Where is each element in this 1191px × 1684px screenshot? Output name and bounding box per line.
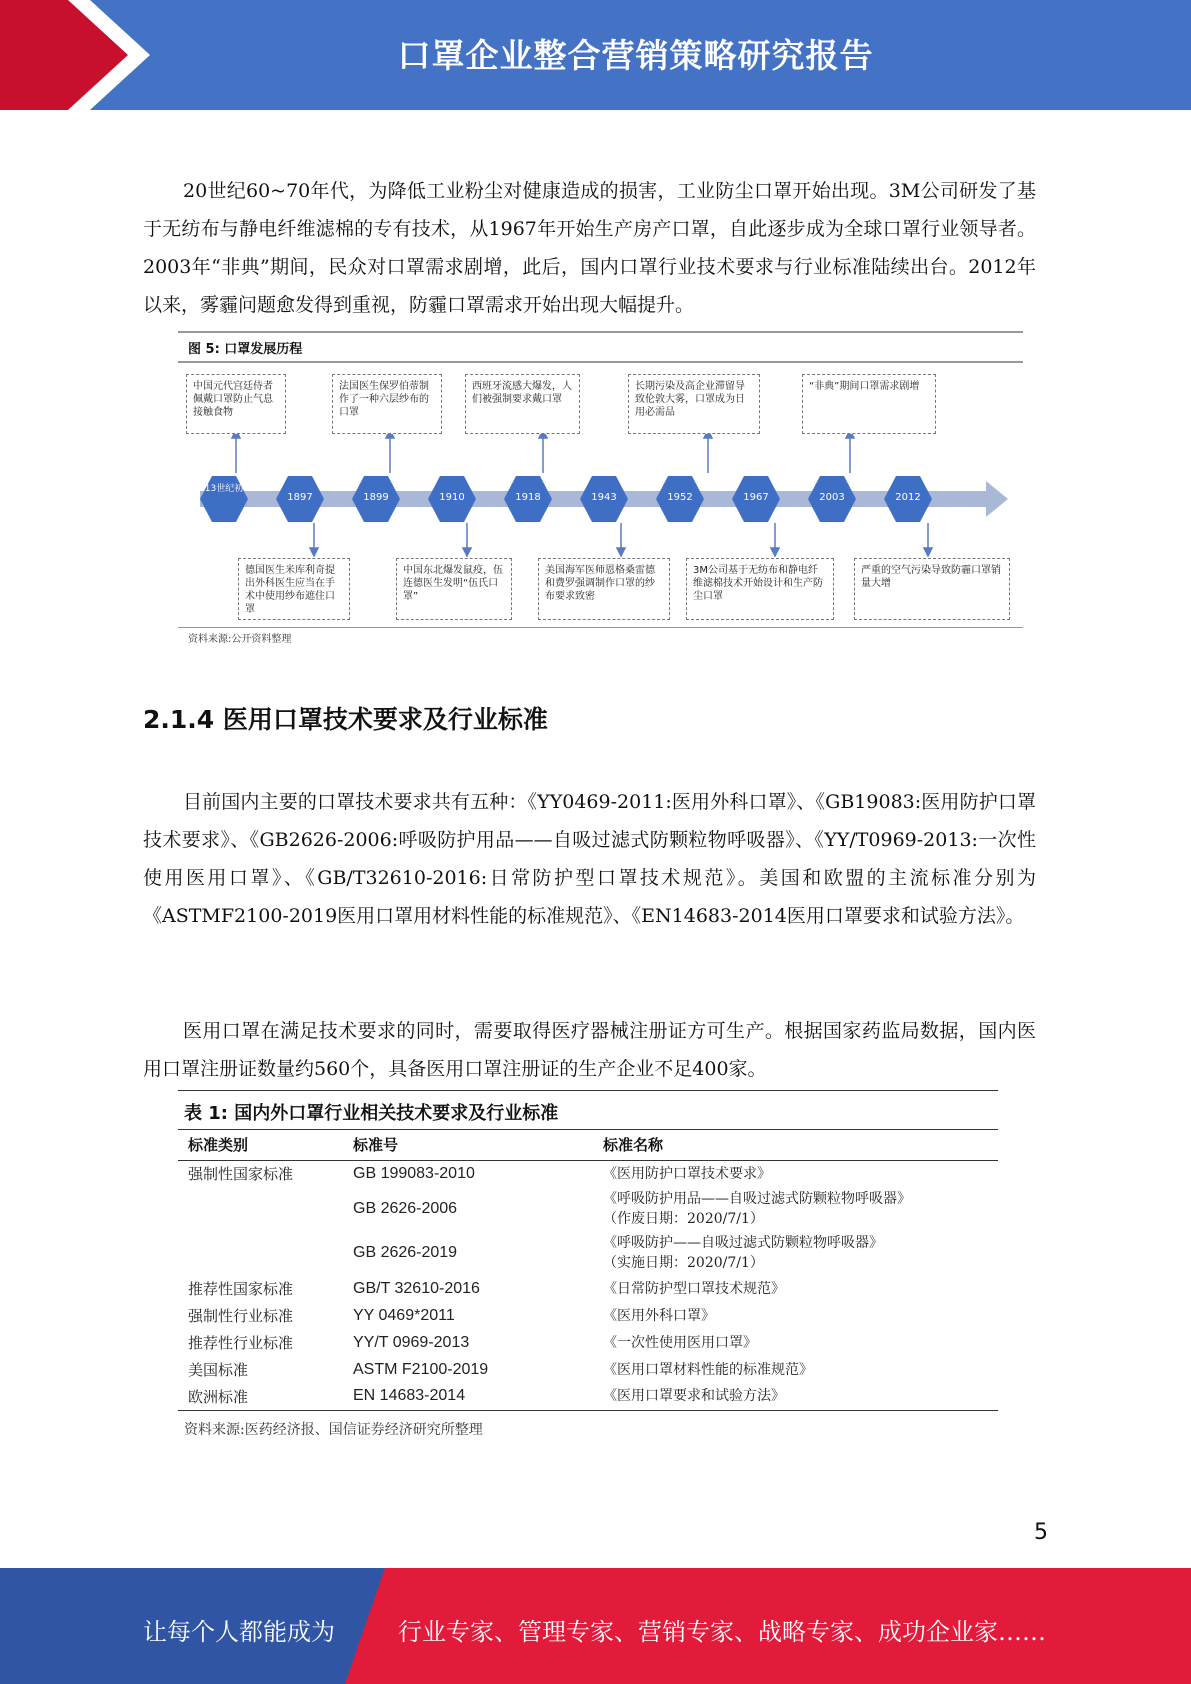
cell-code: GB/T 32610-2016 [353,1279,480,1297]
standards-table [178,1090,998,1447]
timeline-note: 美国海军医师恩格桑雷德和费罗强调制作口罩的纱布要求致密 [538,558,670,620]
page-number: 5 [1034,1520,1048,1545]
cell-name: 《医用口罩材料性能的标准规范》 [603,1361,813,1378]
footer-slogan-left: 让每个人都能成为 [143,1618,335,1646]
paragraph-standards: 目前国内主要的口罩技术要求共有五种：《YY0469-2011:医用外科口罩》、《GB19083:医用防护口罩技术要求》、《GB2626-2006:呼吸防护用品——自吸过滤式防颗粒物呼吸器》、《YY/T0969-2013:一次性使用医用口罩》、《GB/T32610-2016:日常防护型口罩技术规范》。美国和欧盟的主流标准分别为《ASTMF2100-2019医用口罩用材料性能的标准规范》、《EN14683-2014医用口罩要求和试验方法》。 [143,791,1036,927]
table-row [178,1231,998,1275]
table-header-row [178,1130,998,1160]
section-heading: 2.1.4 医用口罩技术要求及行业标准 [143,705,548,734]
milestone-label: 1910 [439,492,465,503]
paragraph-registration: 医用口罩在满足技术要求的同时，需要取得医疗器械注册证方可生产。根据国家药监局数据，国内医用口罩注册证数量约560个，具备医用口罩注册证的生产企业不足400家。 [143,1020,1036,1080]
cell-name: 《一次性使用医用口罩》 [603,1334,757,1351]
cell-code: GB 2626-2006 [353,1200,458,1217]
cell-code: EN 14683-2014 [343,1383,593,1410]
timeline-note: 中国东北爆发鼠疫，伍连德医生发明“伍氏口罩” [396,558,512,620]
milestone-label: 2003 [819,492,845,503]
cell-category: 推荐性行业标准 [188,1334,294,1352]
cell-category: 美国标准 [188,1361,249,1379]
timeline-note: 严重的空气污染导致防霾口罩销量大增 [854,558,1010,620]
timeline-note: 西班牙流感大爆发，人们被强制要求戴口罩 [465,374,580,434]
timeline-note: “非典”期间口罩需求剧增 [802,374,936,434]
document-title: 口罩企业整合营销策略研究报告 [397,36,874,75]
milestone-label: 1967 [743,492,769,503]
cell-category [178,1231,343,1275]
cell-category: 欧洲标准 [178,1383,343,1410]
milestone-label: 1918 [515,492,541,503]
milestone-label: 1952 [667,492,693,503]
timeline-note: 法国医生保罗伯蒂制作了一种六层纱布的口罩 [332,374,442,434]
milestone-label: 1943 [591,492,617,503]
cell-category [178,1187,343,1231]
cell-name: 《日常防护型口罩技术规范》 [603,1280,785,1297]
table-row [178,1275,998,1302]
timeline-note: 3M公司基于无纺布和静电纤维滤棉技术开始设计和生产防尘口罩 [686,558,834,620]
figure-title: 图 5: 口罩发展历程 [188,342,303,357]
cell-code: YY/T 0969-2013 [353,1333,470,1351]
table-source: 资料来源:医药经济报、国信证券经济研究所整理 [184,1421,483,1438]
cell-category: 推荐性国家标准 [188,1280,294,1298]
figure-source: 资料来源:公开资料整理 [188,634,292,645]
milestone-label: 1897 [287,492,313,503]
table-row [178,1302,998,1329]
column-header: 标准类别 [178,1130,343,1160]
table-row [178,1187,998,1231]
table-row [178,1160,998,1187]
milestone-label: 1899 [363,492,389,503]
page-footer [0,1568,1191,1684]
table-title: 表 1: 国内外口罩行业相关技术要求及行业标准 [178,1090,998,1130]
paragraph-mask-history: 20世纪60~70年代，为降低工业粉尘对健康造成的损害，工业防尘口罩开始出现。3M公司研发了基于无纺布与静电纤维滤棉的专有技术，从1967年开始生产房产口罩，自此逐步成为全球口罩行业领导者。2003年“非典”期间，民众对口罩需求剧增，此后，国内口罩行业技术要求与行业标准陆续出台。2012年以来，雾霾问题愈发得到重视，防霾口罩需求开始出现大幅提升。 [143,180,1036,316]
cell-name: 《医用防护口罩技术要求》 [603,1165,771,1182]
column-header: 标准名称 [593,1130,998,1160]
timeline-note: 长期污染及高企业滞留导致伦敦大雾，口罩成为日用必需品 [628,374,760,434]
column-header: 标准号 [343,1130,593,1160]
milestone-label: 2012 [895,492,921,503]
cell-code: YY 0469*2011 [353,1306,455,1324]
timeline-note: 德国医生米库利奇提出外科医生应当在手术中使用纱布遮住口罩 [238,558,350,620]
timeline-note: 中国元代宫廷侍者佩戴口罩防止气息接触食物 [186,374,286,434]
milestone-label: 13世纪初 [204,484,244,494]
cell-category: 强制性国家标准 [188,1165,294,1184]
cell-code: GB 2626-2019 [353,1244,458,1261]
cell-name: 《医用口罩要求和试验方法》 [593,1383,998,1410]
table-grid [178,1130,998,1411]
page-header [0,0,1191,110]
table-row [178,1356,998,1383]
table-row [178,1383,998,1410]
figure-mask-timeline [178,328,1023,645]
table-row [178,1329,998,1356]
footer-slogan-right: 行业专家、管理专家、营销专家、战略专家、成功企业家…… [398,1618,1046,1646]
cell-name: 《医用外科口罩》 [603,1307,715,1324]
cell-code: ASTM F2100-2019 [353,1360,489,1378]
cell-name: 《呼吸防护用品——自吸过滤式防颗粒物呼吸器》 （作废日期：2020/7/1） [603,1191,911,1227]
cell-category: 强制性行业标准 [188,1307,294,1325]
cell-name: 《呼吸防护——自吸过滤式防颗粒物呼吸器》 （实施日期：2020/7/1） [603,1235,883,1271]
cell-code: GB 199083-2010 [353,1164,475,1182]
